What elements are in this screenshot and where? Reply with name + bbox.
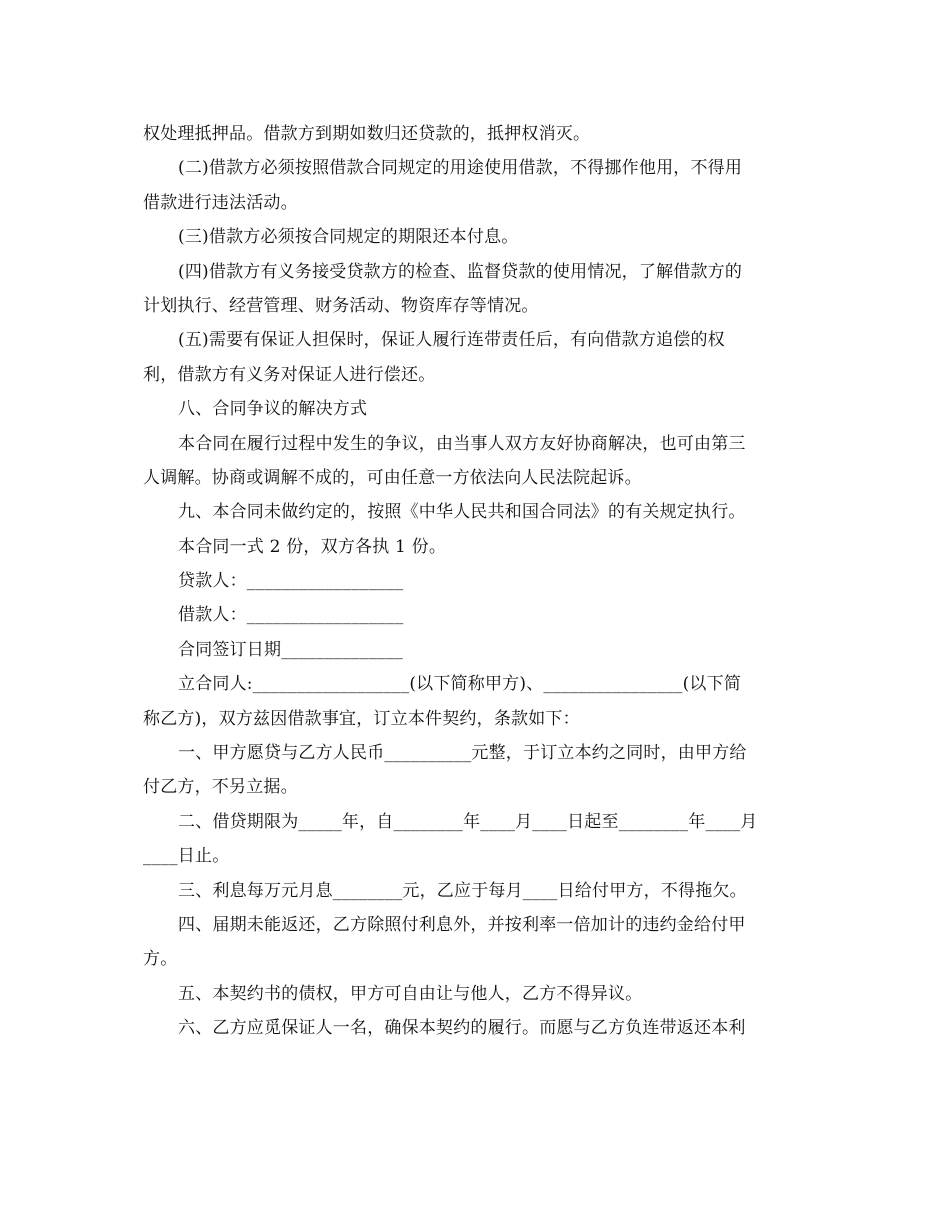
text-line: 借款进行违法活动。 <box>143 192 298 213</box>
borrower-signature-line: 借款人：__________________ <box>178 605 404 626</box>
text-line: 人调解。协商或调解不成的，可由任意一方依法向人民法院起诉。 <box>143 467 642 488</box>
text-line: 本合同在履行过程中发生的争议，由当事人双方友好协商解决，也可由第三 <box>178 433 746 454</box>
text-line: 付乙方，不另立据。 <box>143 777 298 798</box>
text-line: 五、本契约书的债权，甲方可自由让与他人，乙方不得异议。 <box>178 983 643 1004</box>
text-line: 六、乙方应觅保证人一名，确保本契约的履行。而愿与乙方负连带返还本利 <box>178 1018 746 1039</box>
text-line: 方。 <box>143 949 178 970</box>
text-line: (二)借款方必须按照借款合同规定的用途使用借款，不得挪作他用，不得用 <box>178 158 743 179</box>
text-line: 权处理抵押品。借款方到期如数归还贷款的，抵押权消灭。 <box>143 124 591 144</box>
text-line: (五)需要有保证人担保时，保证人履行连带责任后，有向借款方追偿的权 <box>178 330 725 351</box>
text-line: 称乙方)，双方兹因借款事宜，订立本件契约，条款如下： <box>143 708 580 729</box>
text-line: 立合同人:__________________(以下简称甲方)、________________(以下简 <box>178 674 742 695</box>
signing-date-line: 合同签订日期______________ <box>178 639 403 660</box>
text-line: 二、借贷期限为_____年，自________年____月____日起至________年____月 <box>178 811 758 832</box>
section-heading: 八、合同争议的解决方式 <box>178 399 368 420</box>
text-line: (三)借款方必须按合同规定的期限还本付息。 <box>178 227 519 248</box>
text-line: ____日止。 <box>143 846 230 867</box>
text-line: 利，借款方有义务对保证人进行偿还。 <box>143 364 436 385</box>
text-line: 九、本合同未做约定的，按照《中华人民共和国合同法》的有关规定执行。 <box>178 502 746 523</box>
document-body <box>143 117 803 1046</box>
text-line: 三、利息每万元月息________元，乙应于每月____日给付甲方，不得拖欠。 <box>178 880 747 901</box>
text-line: 计划执行、经营管理、财务活动、物资库存等情况。 <box>143 295 539 316</box>
text-line: 一、甲方愿贷与乙方人民币__________元整，于订立本约之同时，由甲方给 <box>178 743 747 764</box>
text-line: (四)借款方有义务接受贷款方的检查、监督贷款的使用情况，了解借款方的 <box>178 261 743 282</box>
text-line: 本合同一式 2 份，双方各执 1 份。 <box>178 536 447 557</box>
lender-signature-line: 贷款人：__________________ <box>178 571 404 592</box>
text-line: 四、届期未能返还，乙方除照付利息外，并按利率一倍加计的违约金给付甲 <box>178 914 746 935</box>
